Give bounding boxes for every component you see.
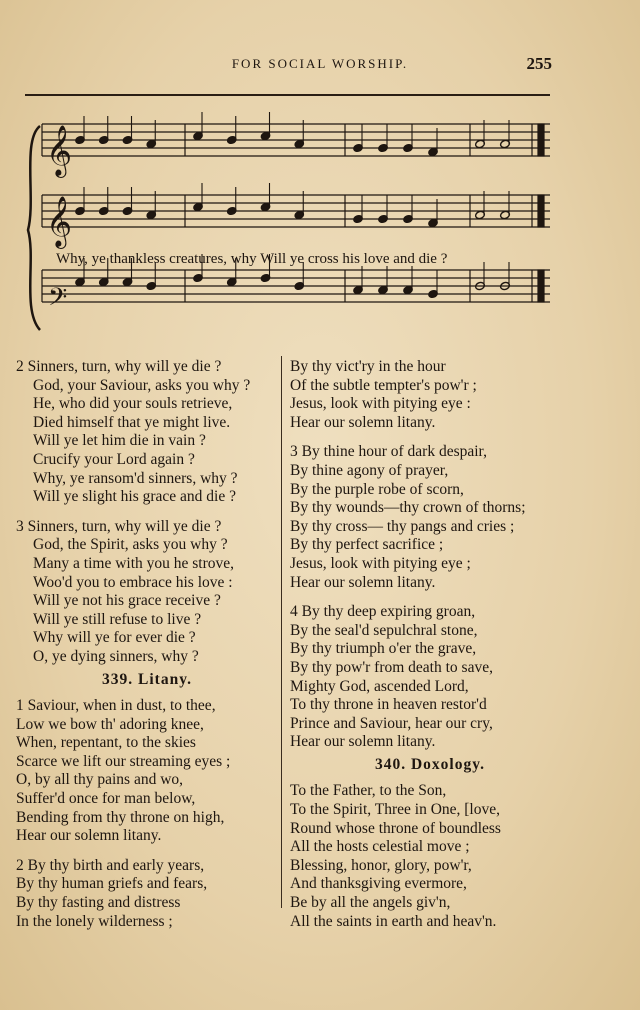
verse-line: To the Father, to the Son, <box>290 782 447 800</box>
stanza-gap <box>290 432 570 443</box>
right-column <box>290 358 570 931</box>
final-barline <box>538 270 544 302</box>
verse-line: In the lonely wilderness ; <box>16 912 173 930</box>
doxology-verses <box>290 782 570 931</box>
verse-line: Woo'd you to embrace his love : <box>33 573 233 591</box>
verse-line: By thy wounds—thy crown of thorns; <box>290 499 526 517</box>
hymn-verses-left <box>16 358 278 667</box>
stanza-gap <box>16 846 278 857</box>
column-divider <box>281 356 282 908</box>
verse-line: Blessing, honor, glory, pow'r, <box>290 856 472 874</box>
verse-line: And thanksgiving evermore, <box>290 875 467 893</box>
verse-line: Round whose throne of boundless <box>290 819 501 837</box>
verse-line: 1 Saviour, when in dust, to thee, <box>16 697 216 715</box>
verse-line: Will ye not his grace receive ? <box>33 592 221 610</box>
hymn-verses-right <box>290 358 570 752</box>
verse-line: Be by all the angels giv'n, <box>290 894 451 912</box>
verse-line: By thy triumph o'er the grave, <box>290 640 477 658</box>
verse-line: 3 Sinners, turn, why will ye die ? <box>16 517 222 535</box>
hymn-heading-340: 340. Doxology. <box>374 755 486 773</box>
verse-line: Will ye still refuse to live ? <box>33 610 202 628</box>
verse-line: God, your Saviour, asks you why ? <box>33 376 251 394</box>
verse-line: Hear our solemn litany. <box>290 733 436 751</box>
verse-line: Bending from thy throne on high, <box>16 808 225 826</box>
verse-line: By thy pow'r from death to save, <box>290 658 493 676</box>
verse-line: Crucify your Lord again ? <box>33 450 195 468</box>
verse-line: O, by all thy pains and wo, <box>16 771 184 789</box>
music-notation <box>0 0 640 360</box>
running-header: FOR SOCIAL WORSHIP. <box>231 56 409 71</box>
verse-line: By thy fasting and distress <box>16 894 181 912</box>
verse-line: 4 By thy deep expiring groan, <box>290 603 476 621</box>
verse-line: Hear our solemn litany. <box>16 827 162 845</box>
verse-line: All the saints in earth and heav'n. <box>290 912 497 930</box>
verse-line: Jesus, look with pitying eye : <box>290 395 471 413</box>
stanza-gap <box>16 507 278 518</box>
final-barline <box>538 195 544 227</box>
verse-line: Low we bow th' adoring knee, <box>16 715 204 733</box>
verse-line: Suffer'd once for man below, <box>16 790 196 808</box>
final-barline <box>538 124 544 156</box>
hymn-heading-339: 339. Litany. <box>102 670 192 688</box>
page-number: 255 <box>526 54 552 73</box>
verse-line: Died himself that ye might live. <box>33 413 231 431</box>
verse-line: He, who did your souls retrieve, <box>33 395 233 413</box>
litany-verses <box>16 697 278 931</box>
verse-line: By thine agony of prayer, <box>290 461 449 479</box>
music-lyric: Why, ye thankless creatures, why Will ye cross his love and die ? <box>56 251 448 267</box>
verse-line: Scarce we lift our streaming eyes ; <box>16 752 231 770</box>
verse-line: Prince and Saviour, hear our cry, <box>290 714 493 732</box>
verse-line: Why will ye for ever die ? <box>33 629 196 647</box>
verse-line: 2 Sinners, turn, why will ye die ? <box>16 358 222 375</box>
verse-line: By the seal'd sepulchral stone, <box>290 621 478 639</box>
verse-line: By thy vict'ry in the hour <box>290 358 446 375</box>
treble-clef-1: 𝄞 <box>46 125 73 176</box>
verse-line: Why, ye ransom'd sinners, why ? <box>33 469 238 487</box>
verse-line: O, ye dying sinners, why ? <box>33 647 199 665</box>
verse-line: By thy human griefs and fears, <box>16 875 208 893</box>
verse-line: Will ye slight his grace and die ? <box>33 488 236 506</box>
verse-line: Will ye let him die in vain ? <box>33 432 206 450</box>
verse-line: Hear our solemn litany. <box>290 413 436 431</box>
stanza-gap <box>290 592 570 603</box>
brace <box>28 126 40 330</box>
verse-line: Mighty God, ascended Lord, <box>290 677 469 695</box>
verse-line: Of the subtle tempter's pow'r ; <box>290 376 477 394</box>
verse-line: Hear our solemn litany. <box>290 573 436 591</box>
verse-line: Many a time with you he strove, <box>33 554 235 572</box>
verse-line: By thy cross— thy pangs and cries ; <box>290 517 515 535</box>
verse-line: By the purple robe of scorn, <box>290 480 464 498</box>
verse-line: When, repentant, to the skies <box>16 734 196 752</box>
treble-clef-2: 𝄞 <box>46 196 73 247</box>
verse-line: All the hosts celestial move ; <box>290 838 470 856</box>
bass-clef: 𝄢 <box>48 283 68 318</box>
verse-line: To the Spirit, Three in One, [love, <box>290 801 500 819</box>
verse-line: 2 By thy birth and early years, <box>16 856 205 874</box>
left-column <box>16 358 278 931</box>
verse-line: To thy throne in heaven restor'd <box>290 696 487 714</box>
verse-line: By thy perfect sacrifice ; <box>290 536 444 554</box>
verse-line: Jesus, look with pitying eye ; <box>290 554 471 572</box>
verse-line: 3 By thine hour of dark despair, <box>290 443 487 461</box>
verse-line: God, the Spirit, asks you why ? <box>33 536 228 554</box>
